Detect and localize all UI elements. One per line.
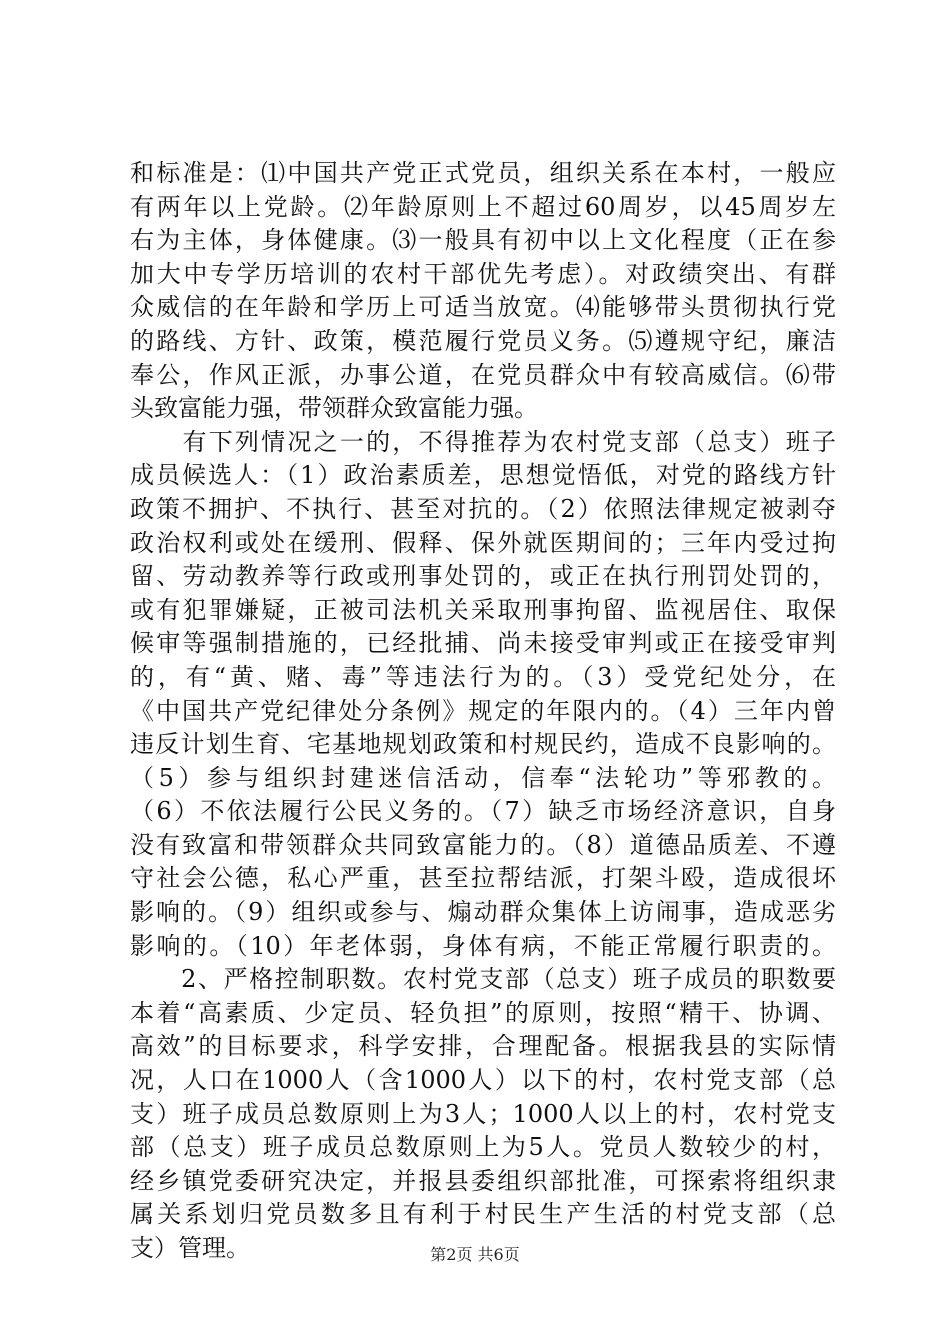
text-line: 的，有“黄、赌、毒”等违法行为的。（3）受党纪处分，在 <box>130 662 836 691</box>
text-line: 成员候选人：（1）政治素质差，思想觉悟低，对党的路线方针 <box>130 461 836 490</box>
text-line: 政治权利或处在缓刑、假释、保外就医期间的；三年内受过拘 <box>130 528 836 557</box>
text-line: 支）班子成员总数原则上为3人；1000人以上的村，农村党支 <box>130 1099 836 1128</box>
text-line: 右为主体，身体健康。⑶一般具有初中以上文化程度（正在参 <box>130 226 836 255</box>
text-line: 的路线、方针、政策，模范履行党员义务。⑸遵规守纪，廉洁 <box>130 326 836 355</box>
text-line: 奉公，作风正派，办事公道，在党员群众中有较高威信。⑹带 <box>130 360 836 389</box>
text-line: 经乡镇党委研究决定，并报县委组织部批准，可探索将组织隶 <box>130 1166 836 1195</box>
text-line: （6）不依法履行公民义务的。（7）缺乏市场经济意识，自身 <box>130 797 836 826</box>
text-line: 支）管理。 <box>130 1234 250 1262</box>
text-line: 政策不拥护、不执行、甚至对抗的。（2）依照法律规定被剥夺 <box>130 494 836 523</box>
text-line: 属关系划归党员数多且有利于村民生产生活的村党支部（总 <box>130 1200 836 1229</box>
page-footer: 第2页 共6页 <box>430 1245 520 1264</box>
text-line: 违反计划生育、宅基地规划政策和村规民约，造成不良影响的。 <box>130 730 836 759</box>
text-line: 或有犯罪嫌疑，正被司法机关采取刑事拘留、监视居住、取保 <box>130 595 836 624</box>
text-line: 部（总支）班子成员总数原则上为5人。党员人数较少的村， <box>130 1133 836 1162</box>
text-line: 没有致富和带领群众共同致富能力的。（8）道德品质差、不遵 <box>130 830 836 859</box>
text-line: 本着“高素质、少定员、轻负担”的原则，按照“精干、协调、 <box>130 998 836 1027</box>
text-line: 况，人口在1000人（含1000人）以下的村，农村党支部（总 <box>130 1066 836 1095</box>
text-line: 留、劳动教养等行政或刑事处罚的，或正在执行刑罚处罚的， <box>130 562 836 591</box>
text-line: 高效”的目标要求，科学安排，合理配备。根据我县的实际情 <box>130 1032 836 1061</box>
text-line: 守社会公德，私心严重，甚至拉帮结派，打架斗殴，造成很坏 <box>130 864 836 893</box>
text-line: 影响的。（9）组织或参与、煽动群众集体上访闹事，造成恶劣 <box>130 898 836 927</box>
text-line: 众威信的在年龄和学历上可适当放宽。⑷能够带头贯彻执行党 <box>130 293 836 322</box>
text-line: 2、严格控制职数。农村党支部（总支）班子成员的职数要 <box>130 965 836 994</box>
text-line: 影响的。（10）年老体弱，身体有病，不能正常履行职责的。 <box>130 931 836 960</box>
text-line: 有两年以上党龄。⑵年龄原则上不超过60周岁，以45周岁左 <box>130 192 836 221</box>
text-line: 和标准是：⑴中国共产党正式党员，组织关系在本村，一般应 <box>130 159 836 187</box>
text-line: （5）参与组织封建迷信活动，信奉“法轮功”等邪教的。 <box>130 763 836 792</box>
text-line: 候审等强制措施的，已经批捕、尚未接受审判或正在接受审判 <box>130 629 836 658</box>
text-line: 加大中专学历培训的农村干部优先考虑）。对政绩突出、有群 <box>130 259 836 288</box>
text-line: 《中国共产党纪律处分条例》规定的年限内的。（4）三年内曾 <box>130 696 836 725</box>
text-line: 有下列情况之一的，不得推荐为农村党支部（总支）班子 <box>130 427 836 456</box>
text-line: 头致富能力强，带领群众致富能力强。 <box>130 394 538 423</box>
document-body <box>130 157 836 1266</box>
